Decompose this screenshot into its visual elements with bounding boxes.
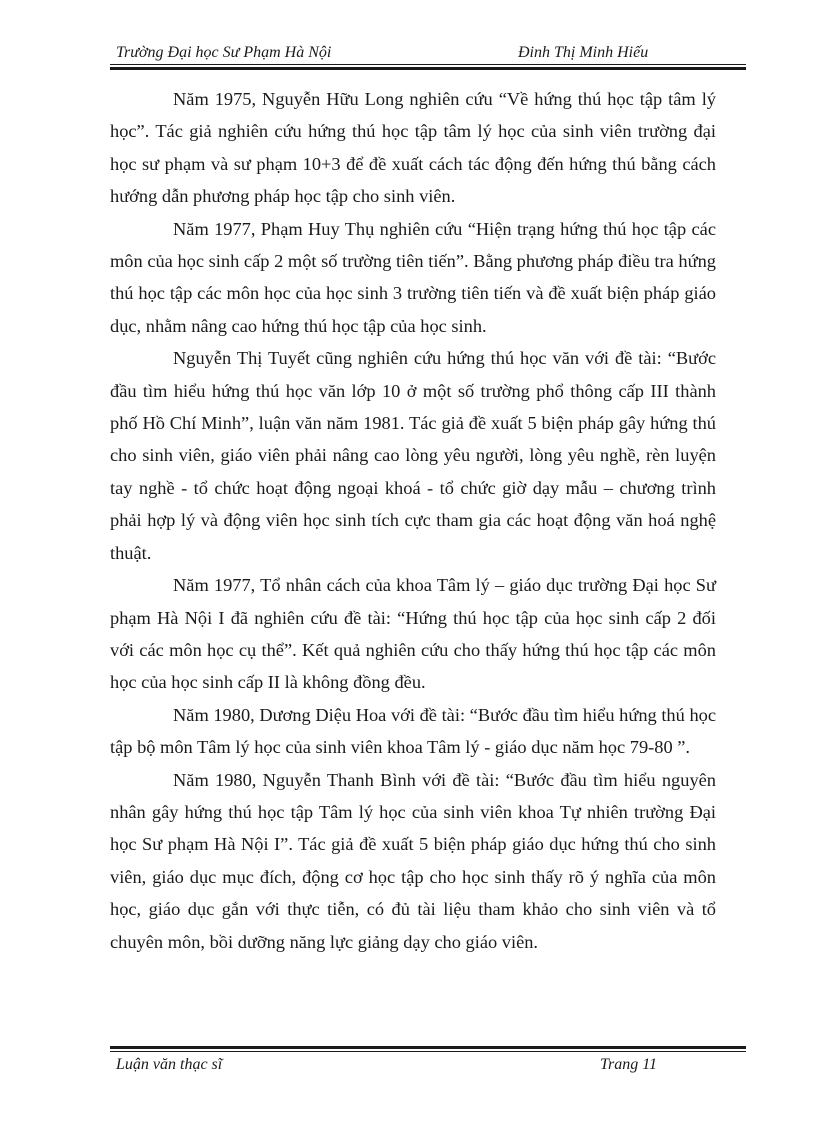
page-footer bbox=[110, 1054, 746, 1076]
footer-thesis-type: Luận văn thạc sĩ bbox=[116, 1056, 223, 1073]
paragraph-1980-binh: Năm 1980, Nguyễn Thanh Bình với đề tài: “Bước đầu tìm hiểu nguyên nhân gây hứng thú học tập Tâm lý học của sinh viên khoa Tự nhiên trường Đại học Sư phạm Hà Nội I”. Tác giả đề xuất 5 biện pháp giáo dục hứng thú cho sinh viên, giáo dục mục đích, động cơ học tập cho học sinh thấy rõ ý nghĩa của môn học, giáo dục gắn với thực tiễn, có đủ tài liệu tham khảo cho sinh viên và tổ chuyên môn, bồi dưỡng năng lực giảng dạy cho giáo viên. bbox=[110, 769, 716, 952]
paragraph-1975-long: Năm 1975, Nguyễn Hữu Long nghiên cứu “Về hứng thú học tập tâm lý học”. Tác giả nghiên cứu hứng thú học tập tâm lý học của sinh viên trường đại học sư phạm và sư phạm 10+3 để đề xuất cách tác động đến hứng thú bằng cách hướng dẫn phương pháp học tập cho sinh viên. bbox=[110, 89, 716, 207]
footer-rule-thin bbox=[110, 1051, 746, 1052]
header-rule-thin bbox=[110, 64, 746, 65]
page-number: Trang 11 bbox=[600, 1056, 658, 1073]
paragraph-1980-hoa: Năm 1980, Dương Diệu Hoa với đề tài: “Bước đầu tìm hiểu hứng thú học tập bộ môn Tâm lý học của sinh viên khoa Tâm lý - giáo dục năm học 79-80 ”. bbox=[110, 704, 716, 758]
paragraph-tuyet: Nguyễn Thị Tuyết cũng nghiên cứu hứng thú học văn với đề tài: “Bước đầu tìm hiểu hứng thú học văn lớp 10 ở một số trường phổ thông cấp III thành phố Hồ Chí Minh”, luận văn năm 1981. Tác giả đề xuất 5 biện pháp gây hứng thú cho sinh viên, giáo viên phải nâng cao lòng yêu người, lòng yêu nghề, rèn luyện tay nghề - tổ chức hoạt động ngoại khoá - tổ chức giờ dạy mẫu – chương trình phải hợp lý và động viên học sinh tích cực tham gia các hoạt động văn hoá nghệ thuật. bbox=[110, 348, 716, 563]
page-header bbox=[110, 42, 746, 64]
header-author: Đinh Thị Minh Hiếu bbox=[518, 44, 649, 61]
footer-rule-thick bbox=[110, 1046, 746, 1049]
paragraph-1977-thu: Năm 1977, Phạm Huy Thụ nghiên cứu “Hiện trạng hứng thú học tập các môn của học sinh cấp 2 một số trường tiên tiến”. Bằng phương pháp điều tra hứng thú học tập các môn học của học sinh 3 trường tiên tiến và đề xuất biện pháp giáo dục, nhằm nâng cao hứng thú học tập của học sinh. bbox=[110, 218, 716, 336]
main-body bbox=[110, 83, 716, 958]
header-rule-thick bbox=[110, 67, 746, 70]
header-university: Trường Đại học Sư Phạm Hà Nội bbox=[116, 44, 332, 61]
paragraph-1977-to-nhan-cach: Năm 1977, Tổ nhân cách của khoa Tâm lý – giáo dục trường Đại học Sư phạm Hà Nội I đã nghiên cứu đề tài: “Hứng thú học tập của học sinh cấp 2 đối với các môn học cụ thể”. Kết quả nghiên cứu cho thấy hứng thú học tập các môn học của học sinh cấp II là không đồng đều. bbox=[110, 575, 716, 693]
